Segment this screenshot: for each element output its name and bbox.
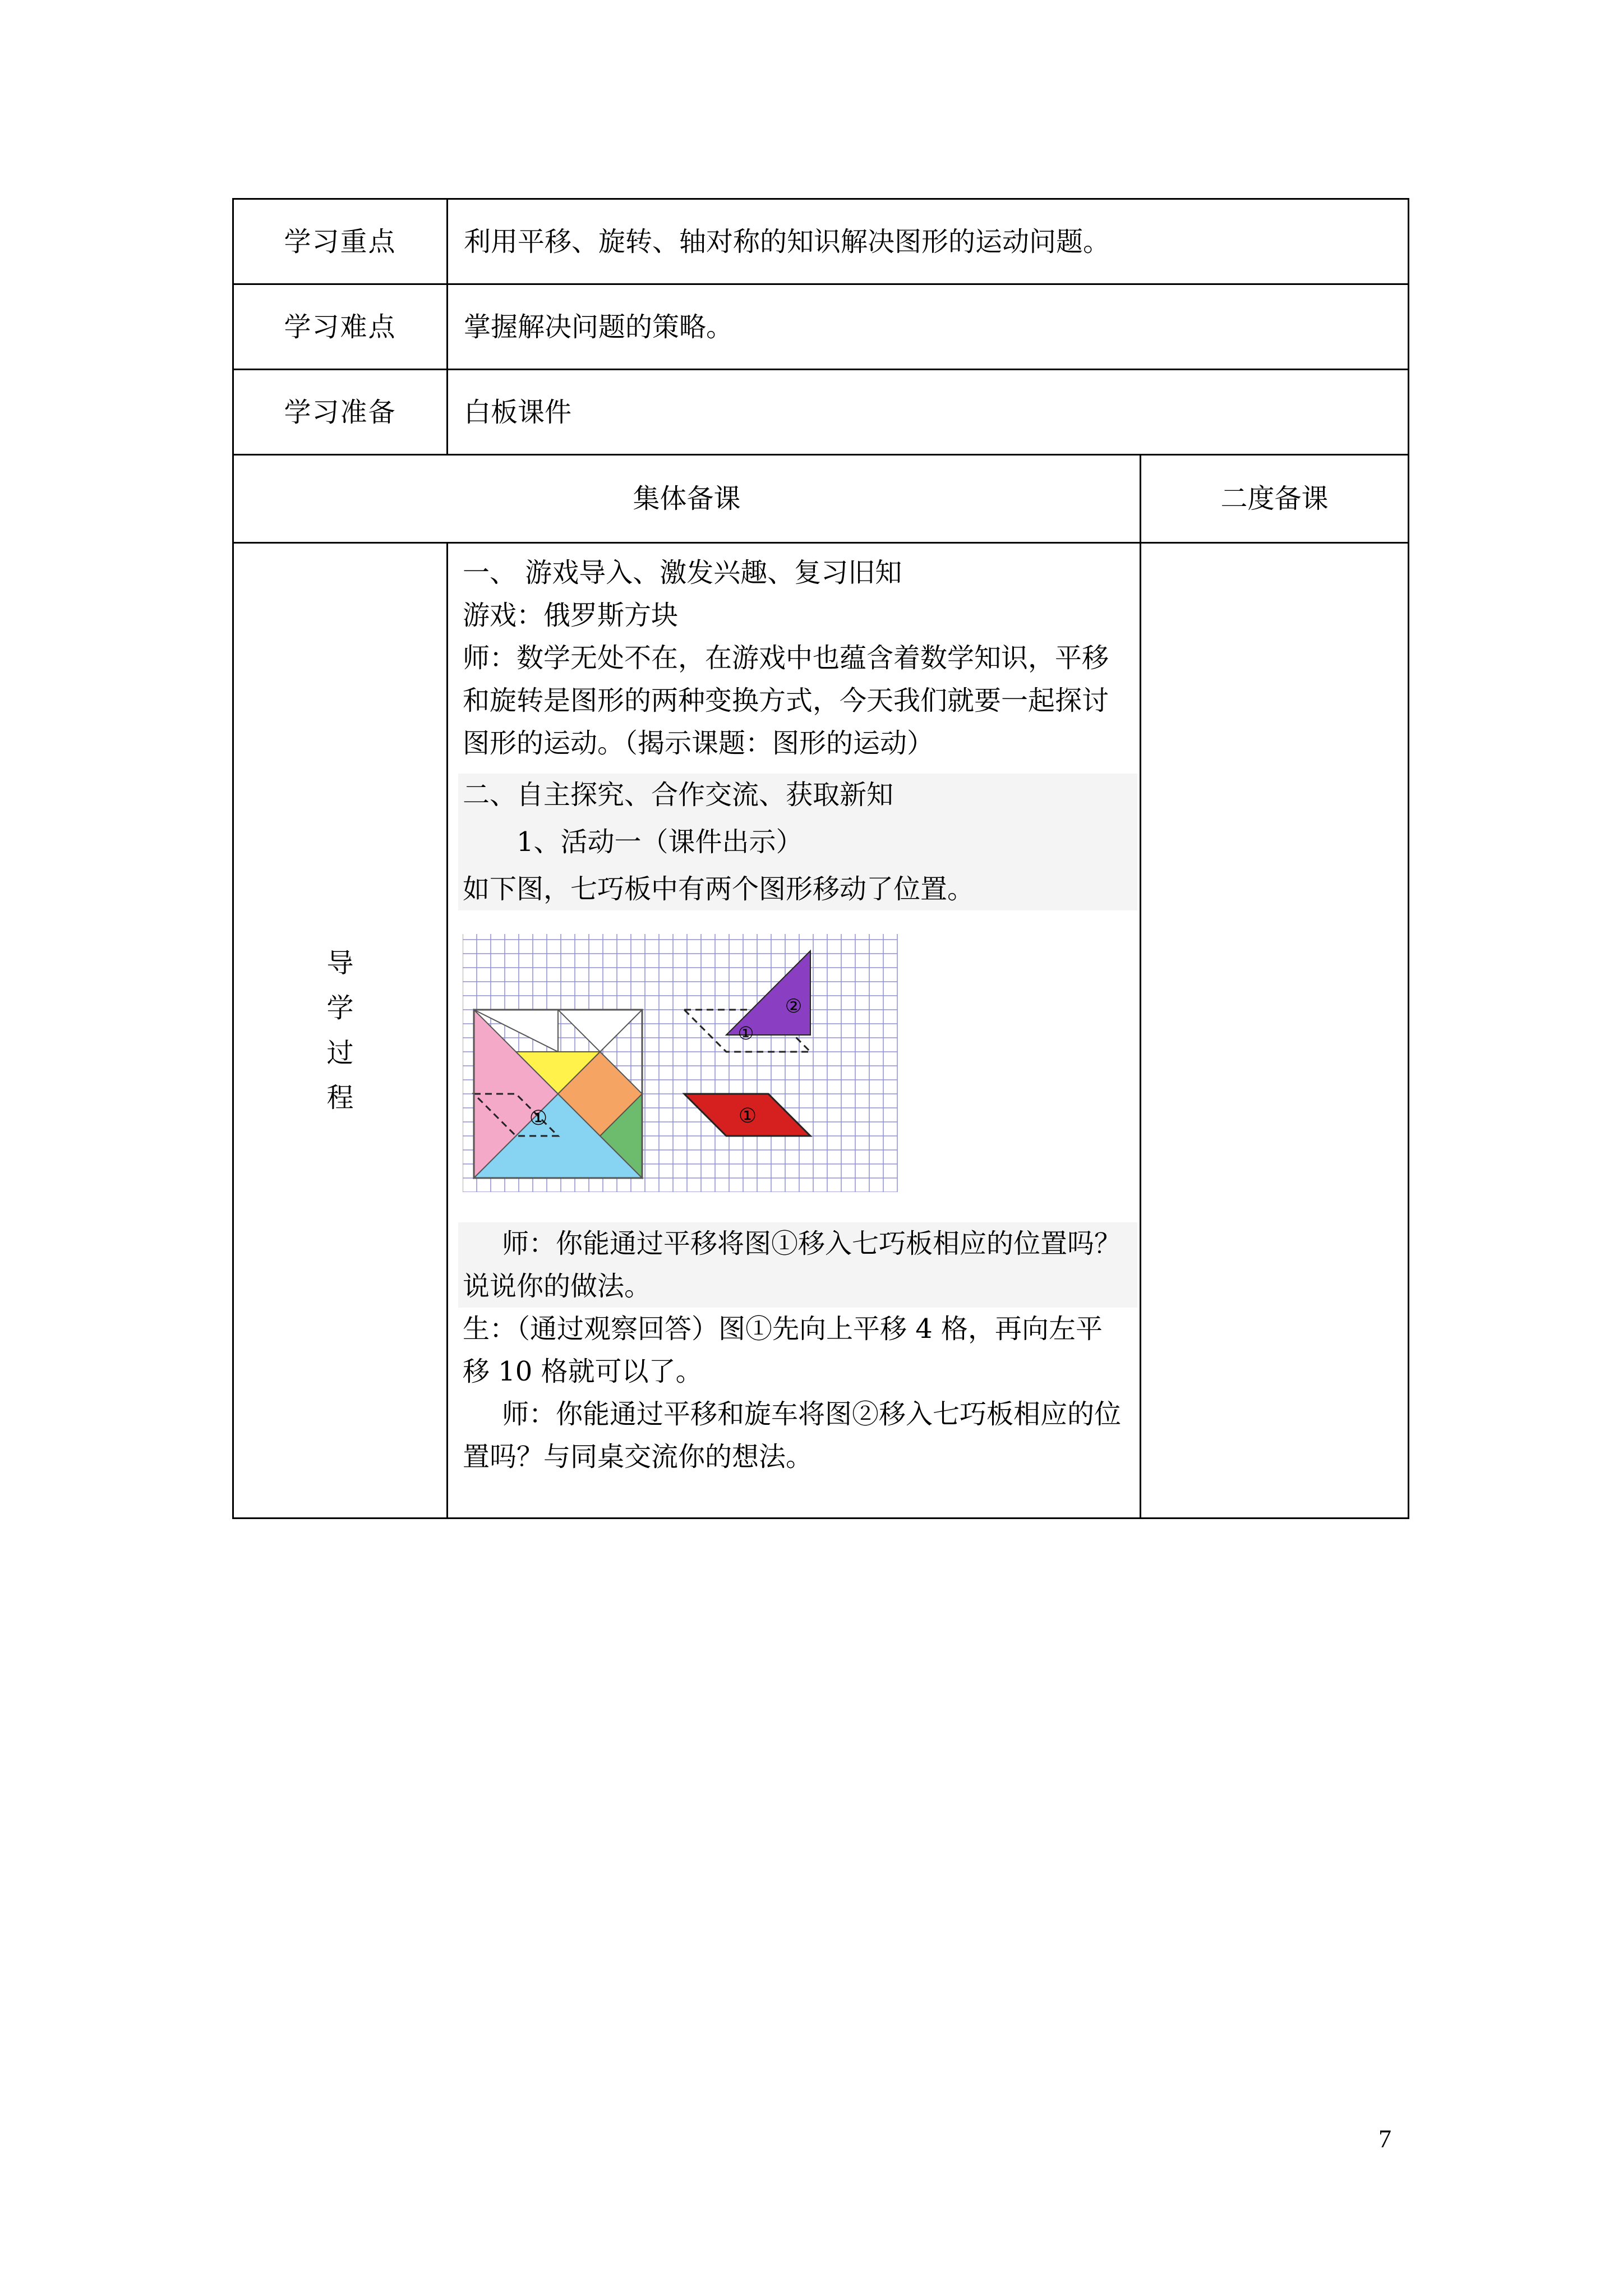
teacher-question-2: 师：你能通过平移和旋车将图②移入七巧板相应的位置吗？与同桌交流你的想法。 — [463, 1398, 1122, 1473]
piece-label-two: ② — [785, 995, 803, 1018]
second-header: 二度备课 — [1141, 455, 1409, 543]
student-answer: 生：（通过观察回答）图①先向上平移 4 格，再向左平移 10 格就可以了。 — [463, 1313, 1103, 1387]
tangram-figure — [463, 934, 1128, 1192]
focus-row — [233, 199, 1409, 284]
process-side-label — [233, 543, 448, 1519]
header-row — [233, 455, 1409, 543]
slot-label-one: ① — [529, 1107, 548, 1130]
tangram-svg — [463, 934, 900, 1192]
second-prep-cell — [1141, 543, 1409, 1519]
collective-header: 集体备课 — [233, 455, 1141, 543]
prep-value: 白板课件 — [448, 370, 1409, 455]
page-number: 7 — [1378, 2124, 1391, 2153]
prep-label: 学习准备 — [233, 370, 448, 455]
section-heading-1: 一、 游戏导入、激发兴趣、复习旧知 — [463, 557, 902, 588]
prep-row — [233, 370, 1409, 455]
teacher-intro: 师：数学无处不在，在游戏中也蕴含着数学知识，平移和旋转是图形的两种变换方式，今天我们就要一起探讨图形的运动。（揭示课题：图形的运动） — [463, 642, 1109, 759]
lesson-plan-table — [232, 198, 1409, 1519]
shaded-block-1 — [458, 774, 1137, 910]
side-char: 导 — [326, 947, 354, 979]
side-char: 程 — [326, 1082, 354, 1114]
piece-label-one: ① — [738, 1105, 757, 1128]
figure-intro: 如下图，七巧板中有两个图形移动了位置。 — [463, 873, 975, 905]
difficulty-row — [233, 284, 1409, 370]
white-triangle-right — [558, 1010, 642, 1052]
difficulty-value: 掌握解决问题的策略。 — [448, 284, 1409, 370]
process-content — [448, 543, 1141, 1519]
slot-label-two: ① — [737, 1023, 754, 1044]
activity-one: 1、活动一（课件出示） — [517, 826, 803, 858]
shaded-block-2 — [458, 1222, 1137, 1308]
focus-value: 利用平移、旋转、轴对称的知识解决图形的运动问题。 — [448, 199, 1409, 284]
game-line: 游戏：俄罗斯方块 — [463, 600, 679, 631]
focus-label: 学习重点 — [233, 199, 448, 284]
side-char: 学 — [326, 992, 354, 1024]
section-heading-2: 二、自主探究、合作交流、获取新知 — [463, 779, 894, 811]
difficulty-label: 学习难点 — [233, 284, 448, 370]
teacher-question-1: 师：你能通过平移将图①移入七巧板相应的位置吗？说说你的做法。 — [463, 1228, 1122, 1302]
side-char: 过 — [326, 1037, 354, 1069]
process-row — [233, 543, 1409, 1519]
